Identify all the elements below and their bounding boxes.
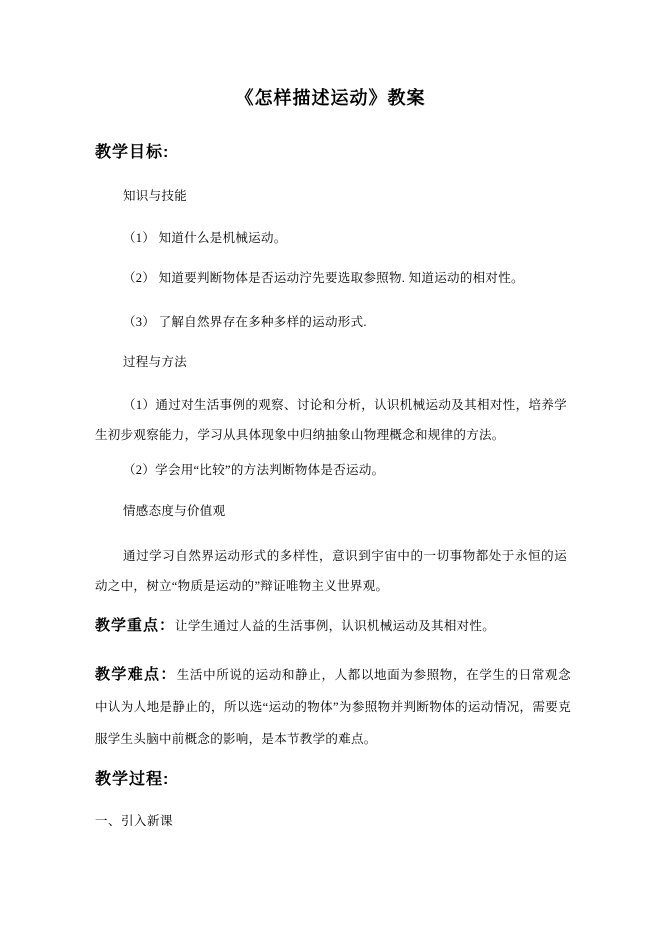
difficult-point-paragraph — [95, 659, 571, 755]
difficult-point-label: 教学难点： — [95, 666, 177, 683]
knowledge-item-2: （2） 知道要判断物体是否运动泞先要选取参照物. 知道运动的相对性。 — [123, 271, 524, 285]
subheading-knowledge: 知识与技能 — [123, 189, 188, 203]
knowledge-item-3: （3） 了解自然界存在多种多样的运动形式. — [123, 315, 367, 329]
process-item-1: （1）通过对生活事例的观察、讨论和分析，认识机械运动及其相对性，培养学生初步观察能力，学习从具体现象中归纳抽象山物理概念和规律的方法。 — [95, 398, 567, 442]
key-point-paragraph — [95, 611, 571, 641]
subheading-emotion: 情感态度与价值观 — [123, 504, 226, 518]
key-point-text: 让学生通过人益的生活事例，认识机械运动及其相对性。 — [175, 619, 496, 633]
procedure-step-1: 一、引入新课 — [95, 814, 174, 828]
subheading-process: 过程与方法 — [123, 355, 188, 369]
heading-objectives: 教学目标: — [95, 144, 170, 161]
process-item-2: （2）学会用“比较”的方法判断物体是否运动。 — [123, 463, 385, 477]
emotion-paragraph: 通过学习自然界运动形式的多样性，意识到宇宙中的一切事物都处于永恒的运动之中，树立“物质是运动的”辩证唯物主义世界观。 — [95, 549, 567, 593]
knowledge-item-1: （1） 知道什么是机械运动。 — [123, 231, 287, 245]
document-title: 《怎样描述运动》教案 — [235, 88, 426, 108]
difficult-point-text: 生活中所说的运动和静止，人都以地面为参照物，在学生的日常观念中认为人地是静止的，所以选“运动的物体”为参照物并判断物体的运动情况，需要克服学生头脑中前概念的影响，是本节教学的难点。 — [95, 668, 571, 746]
heading-procedure: 教学过程: — [95, 771, 170, 788]
key-point-label: 教学重点： — [95, 617, 176, 634]
